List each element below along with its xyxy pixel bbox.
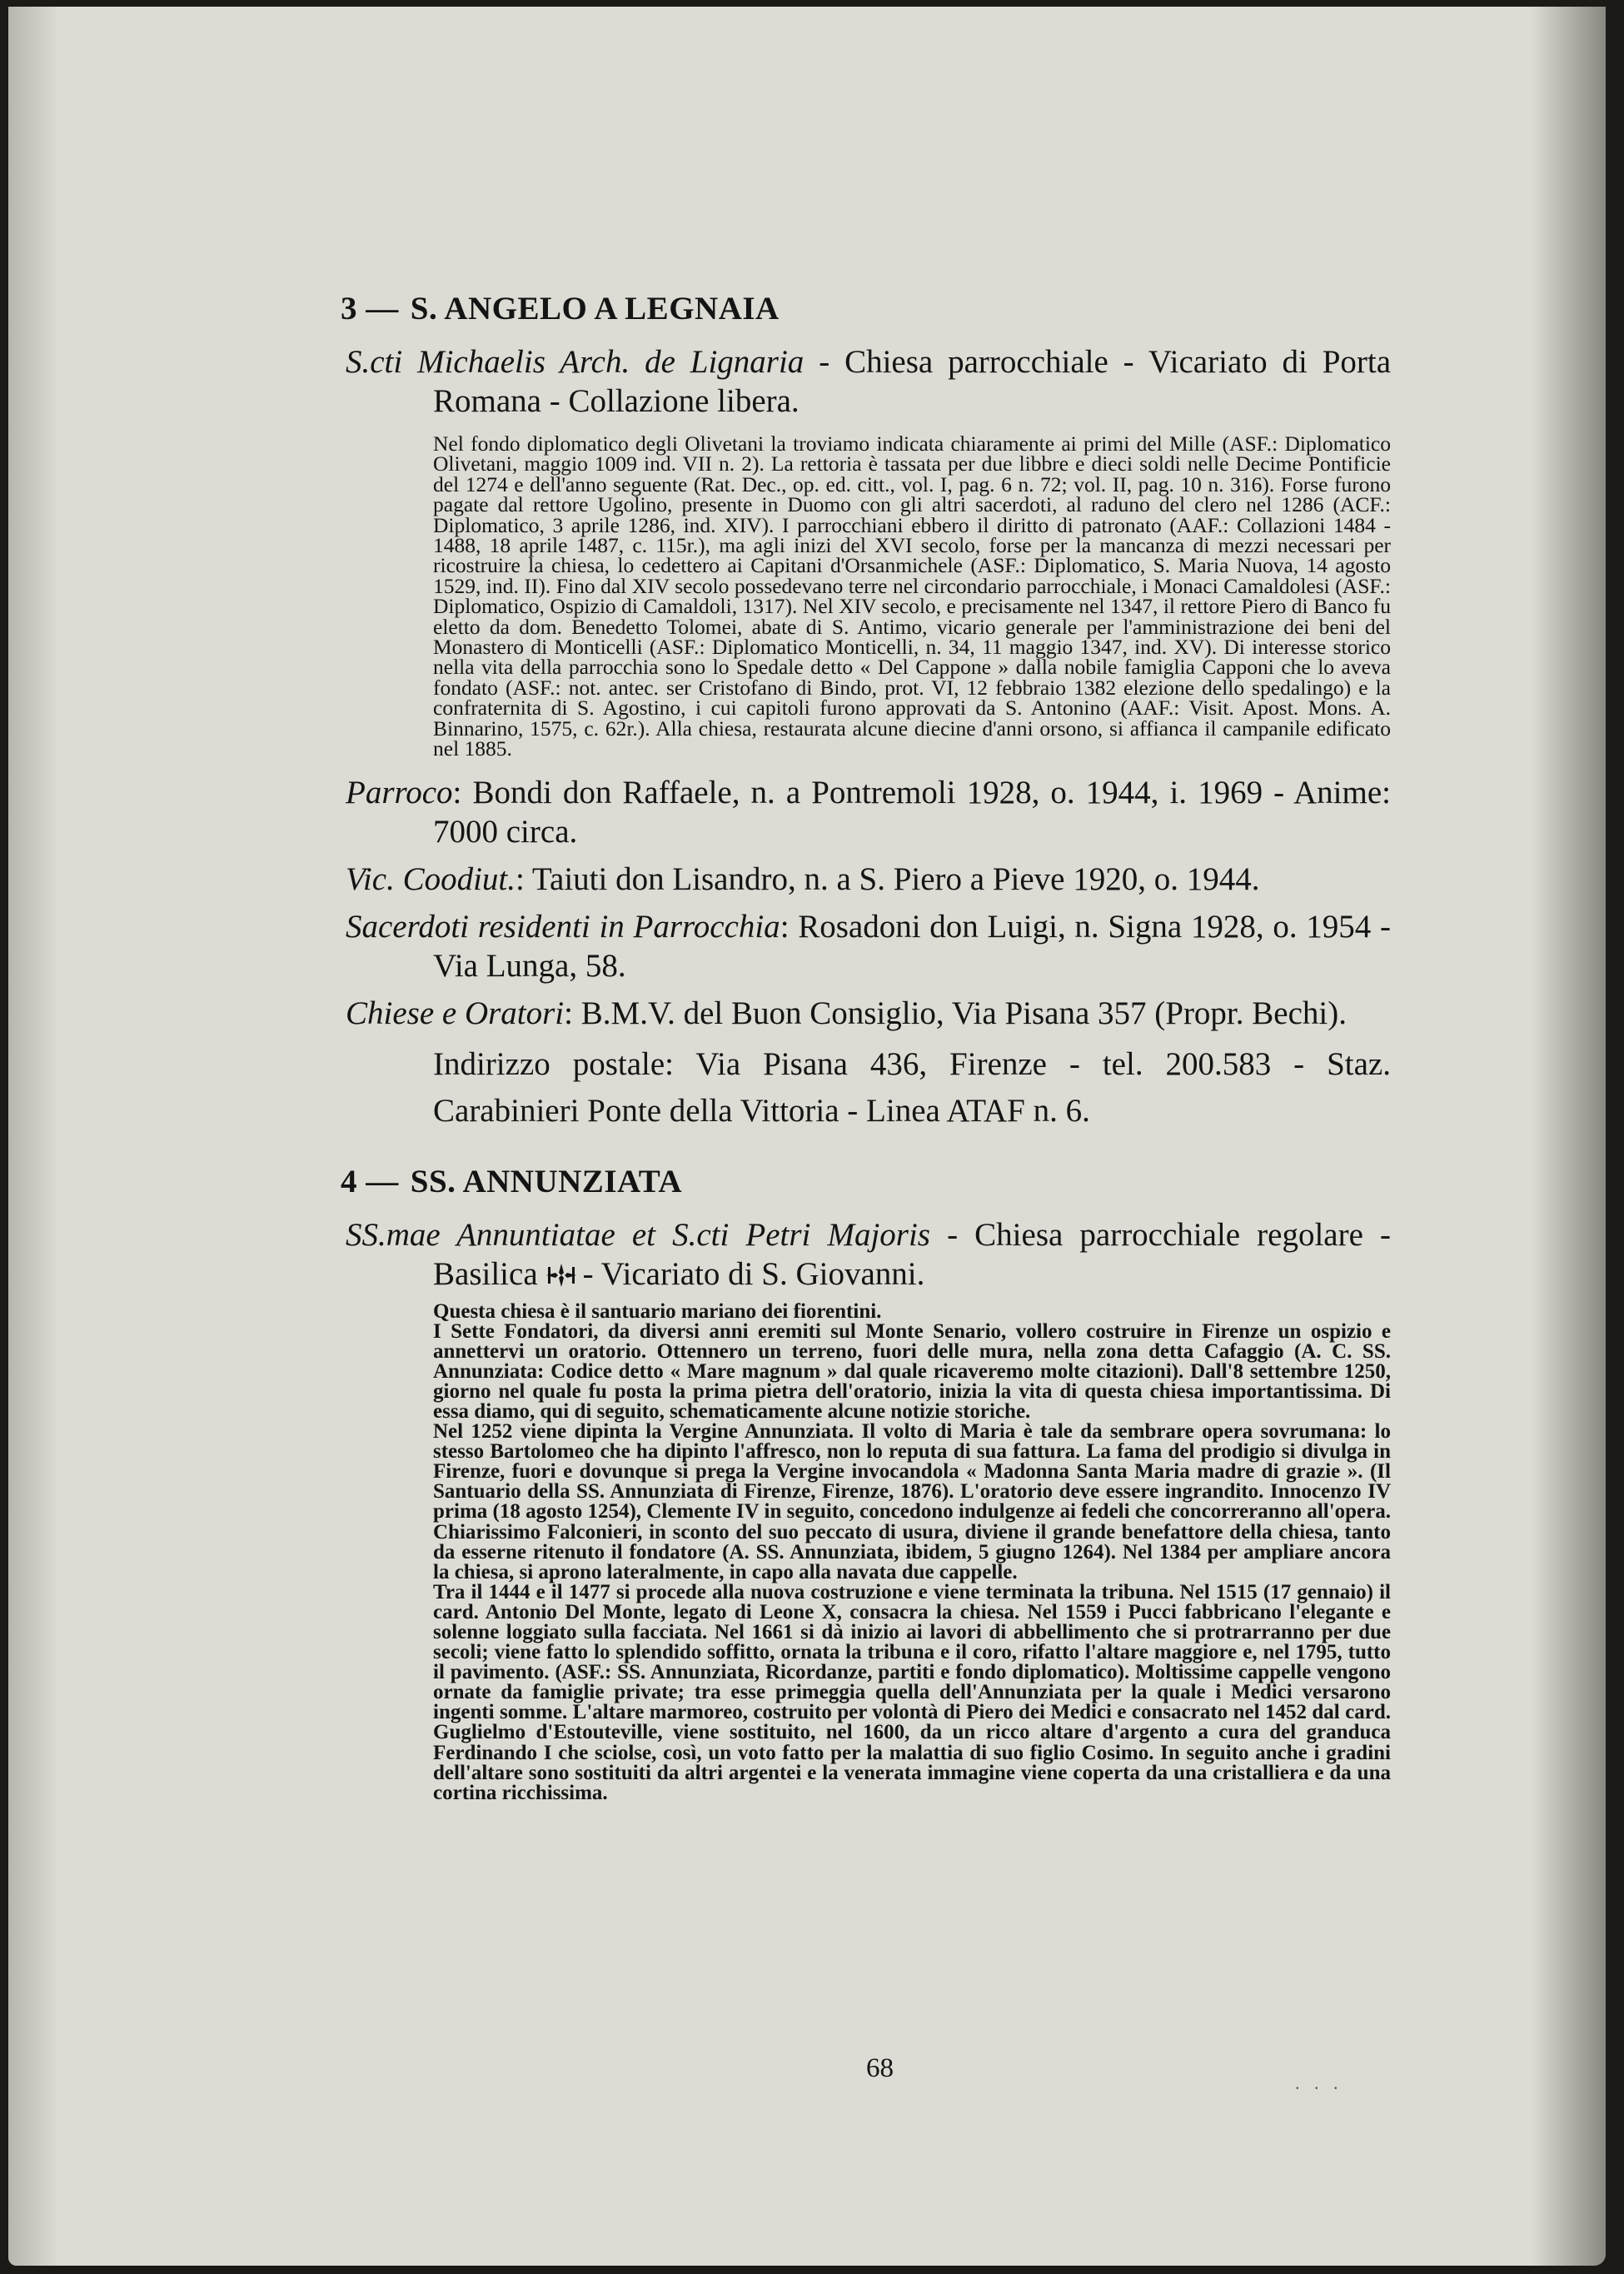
vic-coodiut-entry: Vic. Coodiut.: Taiuti don Lisandro, n. a S. Piero a Pieve 1920, o. 1944.	[346, 860, 1260, 897]
section-3-history-text: Nel fondo diplomatico degli Olivetani la troviamo indicata chiaramente ai primi del Mille (ASF.: Diplomatico Olivetani, maggio 1009 ind. VII n. 2). La rettoria è tassata per due libbre e dieci soldi nelle Decime Pontificie del 1274 e dell'anno seguente (Rat. Dec., op. ed. citt., vol. I, pag. 6 n. 72; vol. II, pag. 10 n. 316). Forse furono pagate dal rettore Ugolino, presente in Duomo con gli altri sacerdoti, al raduno del clero nel 1286 (ACF.: Diplomatico, 3 aprile 1286, ind. XIV). I parrocchiani ebbero il diritto di patronato (AAF.: Collazioni 1484 - 1488, 18 aprile 1487, c. 115r.), ma agli inizi del XVI secolo, forse per la mancanza di mezzi necessari per ricostruire la chiesa, lo cedettero ai Capitani d'Orsanmichele (ASF.: Diplomatico, S. Maria Nuova, 14 agosto 1529, ind. II). Fino dal XIV secolo possedevano terre nel circondario parrocchiale, i Monaci Camaldolesi (ASF.: Diplomatico, Ospizio di Camaldoli, 1317). Nel XIV secolo, e precisamente nel 1347, il rettore Piero di Banco fu eletto da dom. Benedetto Tolomei, abate di S. Antimo, vicario generale per l'amministrazione dei beni del Monastero di Monticelli (ASF.: Diplomatico Monticelli, n. 34, 11 maggio 1347, ind. XV). Di interesse storico nella vita della parrocchia sono lo Spedale detto « Del Cappone » dalla nobile famiglia Capponi che lo aveva fondato (ASF.: not. antec. ser Cristofano di Bindo, prot. VI, 12 febbraio 1382 elezione dello spedalingo) e la confraternita di S. Agostino, i cui capitoli furono approvati da S. Antonino (AAF.: Visit. Apost. Mons. A. Binnarino, 1575, c. 62r.). Alla chiesa, restaurata alcune diecine d'anni orsono, si affianca il campanile edificato nel 1885.	[433, 431, 1391, 761]
section-3-history	[433, 431, 1391, 761]
parroco-label: Parroco	[346, 774, 453, 810]
basilica-cross-icon	[545, 1262, 578, 1289]
section-3-heading	[341, 290, 1391, 327]
section-4-number: 4 —	[341, 1163, 399, 1199]
sacerdoti-entry: Sacerdoti residenti in Parrocchia: Rosadoni don Luigi, n. Signa 1928, o. 1954 - Via Lunga, 58.	[346, 908, 1392, 984]
section-3-intro	[346, 342, 1391, 421]
section-4-history	[433, 1299, 1391, 1804]
section-3-latin-name: S.cti Michaelis Arch. de Lignaria	[346, 344, 805, 380]
postal-address: Indirizzo postale: Via Pisana 436, Firenze - tel. 200.583 - Staz. Carabinieri Ponte della Vittoria - Linea ATAF n. 6.	[433, 1045, 1391, 1129]
book-page	[8, 7, 1606, 2266]
page-content	[341, 290, 1392, 1817]
section-3-intro-text: - Chiesa parrocchiale - Vicariato di Porta Romana - Collazione libera.	[433, 344, 1392, 419]
footer-dots: . . .	[1295, 2072, 1343, 2093]
section-3-title: S. ANGELO A LEGNAIA	[410, 291, 780, 327]
section-3-number: 3 —	[341, 291, 399, 327]
parroco-text: Bondi don Raffaele, n. a Pontremoli 1928, o. 1944, i. 1969 - Anime: 7000 circa.	[433, 774, 1391, 850]
section-4-intro-text-a: - Chiesa parrocchiale regolare - Basilica	[433, 1216, 1391, 1292]
section-4-intro	[346, 1215, 1391, 1294]
chiese-oratori-label: Chiese e Oratori	[346, 995, 565, 1031]
section-4-heading	[341, 1163, 1391, 1200]
parroco-entry: Parroco: Bondi don Raffaele, n. a Pontremoli 1928, o. 1944, i. 1969 - Anime: 7000 circa.	[346, 774, 1391, 850]
section-4-intro-text-b: - Vicariato di S. Giovanni.	[582, 1255, 925, 1292]
sacerdoti-text: Rosadoni don Luigi, n. Signa 1928, o. 1954 - Via Lunga, 58.	[433, 908, 1392, 984]
chiese-oratori-text: B.M.V. del Buon Consiglio, Via Pisana 357 (Propr. Bechi).	[580, 995, 1347, 1031]
section-4-history-p1: Questa chiesa è il santuario mariano dei fiorentini.	[433, 1299, 882, 1323]
section-4-history-p3: Nel 1252 viene dipinta la Vergine Annunziata. Il volto di Maria è tale da sembrare opera sovrumana: lo stesso Bartolomeo che ha dipinto l'affresco, non lo reputa di sua fattura. La fama del prodigio si divulga in Firenze, fuori e dovunque si prega la Vergine invocandola « Madonna Santa Maria madre di grazie ». (Il Santuario della SS. Annunziata di Firenze, Firenze, 1876). L'oratorio deve essere ingrandito. Innocenzo IV prima (18 agosto 1254), Clemente IV in seguito, concedono indulgenze ai fedeli che concorreranno all'opera. Chiarissimo Falconieri, in sconto del suo peccato di usura, diviene il grande benefattore della chiesa, tanto da esserne ritenuto il fondatore (A. SS. Annunziata, ibidem, 5 giugno 1264). Nel 1384 per ampliare ancora la chiesa, si aprono lateralmente, in capo alla navata due cappelle.	[433, 1420, 1391, 1583]
section-4-latin-name: SS.mae Annuntiatae et S.cti Petri Majoris	[346, 1216, 930, 1253]
vic-coodiut-label: Vic. Coodiut.	[346, 860, 516, 897]
sacerdoti-label: Sacerdoti residenti in Parrocchia	[346, 908, 780, 945]
vic-coodiut-text: Taiuti don Lisandro, n. a S. Piero a Pieve 1920, o. 1944.	[531, 860, 1260, 897]
section-4-history-p4: Tra il 1444 e il 1477 si procede alla nuova costruzione e viene terminata la tribuna. Nel 1515 (17 gennaio) il card. Antonio Del Monte, legato di Leone X, consacra la chiesa. Nel 1559 i Pucci fabbricano l'elegante e solenne loggiato sulla facciata. Nel 1661 si dà inizio ai lavori di abbellimento che si protrarranno per due secoli; viene fatto lo splendido soffitto, ornata la tribuna e il coro, rifatto l'altare maggiore e, nel 1795, tutto il pavimento. (ASF.: SS. Annunziata, Ricordanze, partiti e fondo diplomatico). Moltissime cappelle vengono ornate da famiglie private; tra esse primeggia quella dell'Annunziata per la quale i Medici versarono ingenti somme. L'altare marmoreo, costruito per volontà di Piero dei Medici e consacrato nel 1452 dal card. Guglielmo d'Estouteville, viene sostituito, nel 1600, da un ricco altare d'argento a cura del granduca Ferdinando I che sciolse, così, un voto fatto per la malattia di suo figlio Cosimo. In seguito anche i gradini dell'altare sono sostituiti da altri argentei e la venerata immagine viene coperta da una cristalliera e da una cortina ricchissima.	[433, 1580, 1391, 1804]
section-4-title: SS. ANNUNZIATA	[410, 1163, 683, 1199]
section-4-history-p2: I Sette Fondatori, da diversi anni eremiti sul Monte Senario, vollero costruire in Firenze un ospizio e annettervi un oratorio. Ottennero un terreno, fuori delle mura, nella zona detta Cafaggio (A. C. SS. Annunziata: Codice detto « Mare magnum » dal quale ricaveremo molte citazioni). Dall'8 settembre 1250, giorno nel quale fu posta la prima pietra dell'oratorio, inizia la vita di questa chiesa importantissima. Di essa diamo, qui di seguito, schematicamente alcune notizie storiche.	[433, 1319, 1391, 1423]
chiese-oratori-entry: Chiese e Oratori: B.M.V. del Buon Consiglio, Via Pisana 357 (Propr. Bechi).	[346, 995, 1347, 1031]
page-number: 68	[866, 2053, 894, 2083]
